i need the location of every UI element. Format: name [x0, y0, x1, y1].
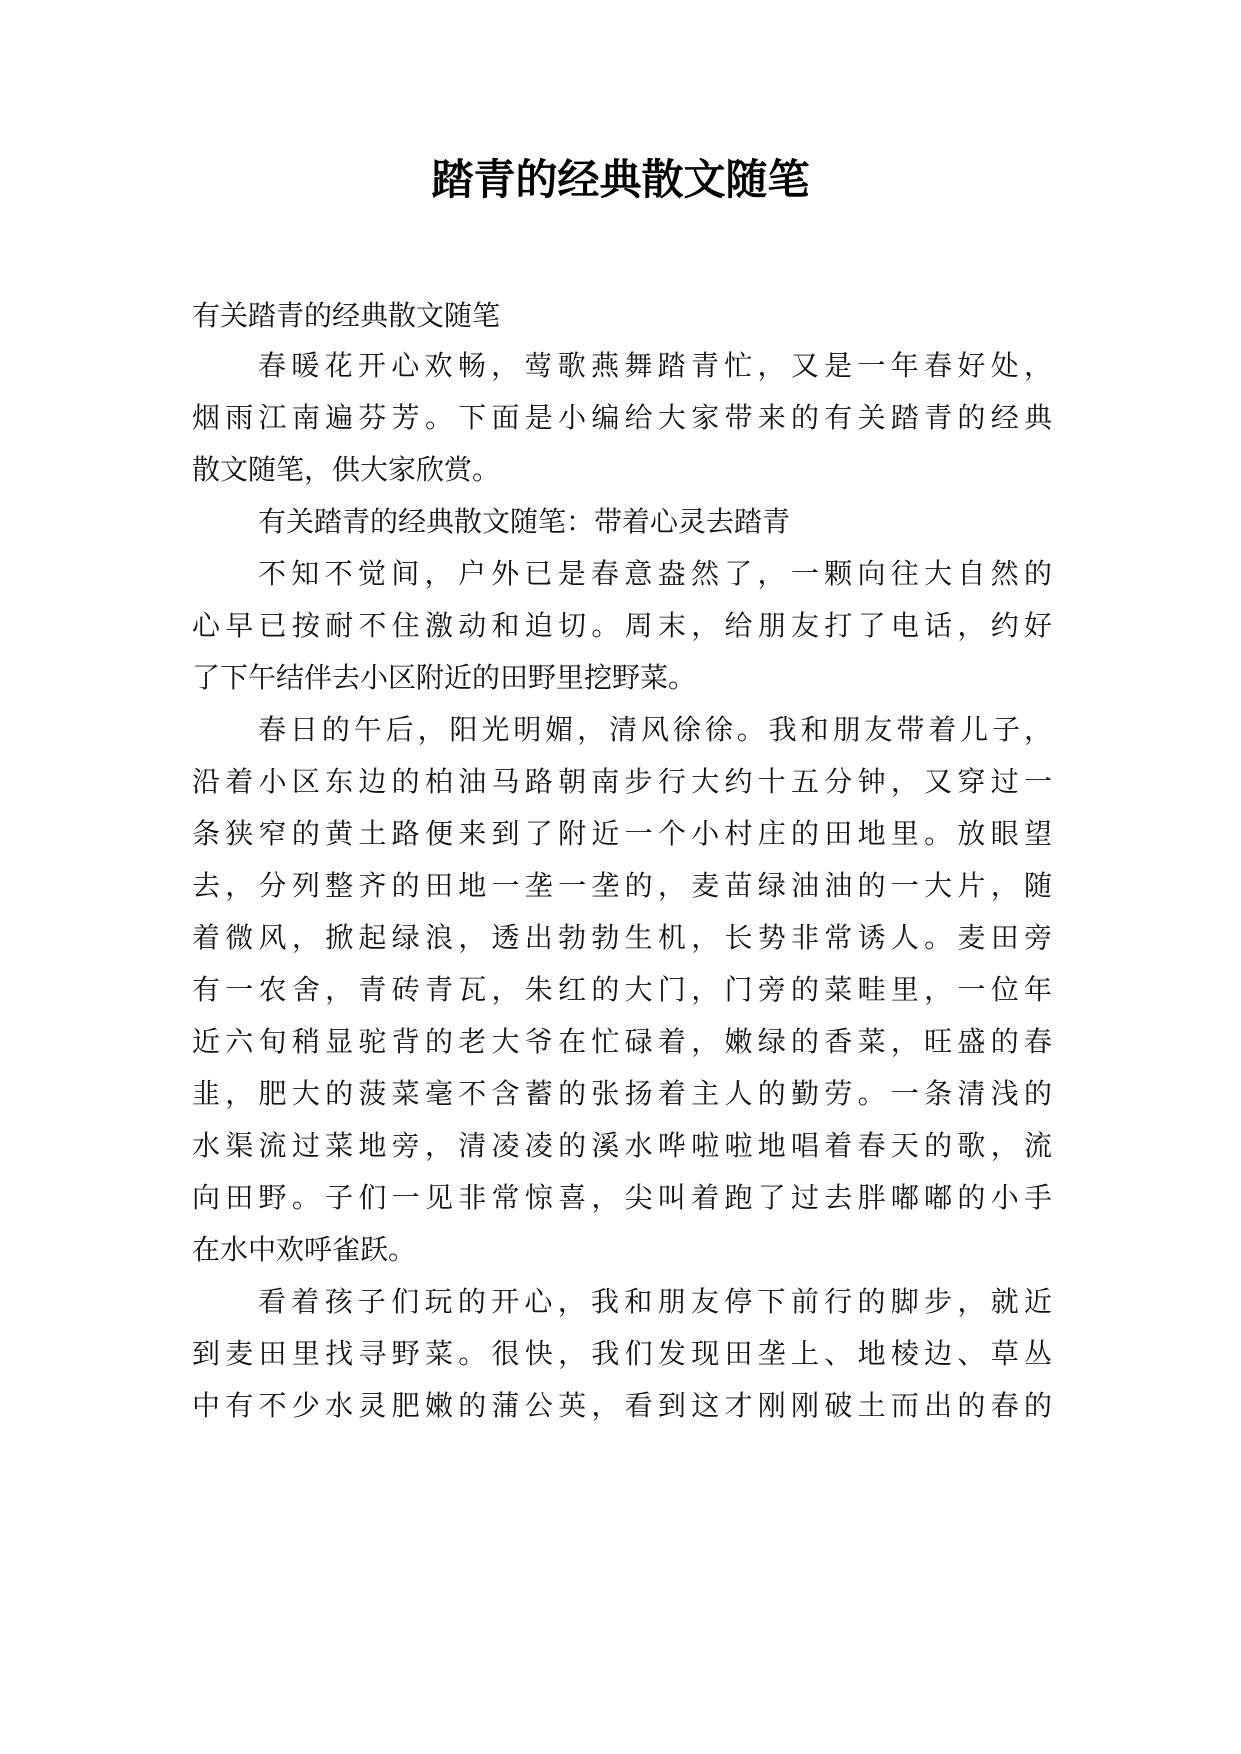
paragraph-line: 沿着小区东边的柏油马路朝南步行大约十五分钟，又穿过一 [192, 765, 1052, 798]
paragraph-line: 中有不少水灵肥嫩的蒲公英，看到这才刚刚破土而出的春的 [192, 1389, 1052, 1422]
paragraph-line: 不知不觉间，户外已是春意盎然了，一颗向往大自然的 [258, 557, 1052, 590]
paragraph-line: 水渠流过菜地旁，清凌凌的溪水哗啦啦地唱着春天的歌，流 [192, 1129, 1052, 1162]
paragraph-line: 了下午结伴去小区附近的田野里挖野菜。 [192, 661, 697, 694]
section-heading: 有关踏青的经典散文随笔：带着心灵去踏青 [258, 505, 791, 538]
paragraph-line: 近六旬稍显驼背的老大爷在忙碌着，嫩绿的香菜，旺盛的春 [192, 1025, 1052, 1058]
paragraph-line: 向田野。子们一见非常惊喜，尖叫着跑了过去胖嘟嘟的小手 [192, 1181, 1052, 1214]
document-title: 踏青的经典散文随笔 [431, 155, 810, 204]
paragraph-line: 韭，肥大的菠菜毫不含蓄的张扬着主人的勤劳。一条清浅的 [192, 1077, 1052, 1110]
paragraph-line: 去，分列整齐的田地一垄一垄的，麦苗绿油油的一大片，随 [192, 869, 1052, 902]
paragraph-line: 春日的午后，阳光明媚，清风徐徐。我和朋友带着儿子， [258, 713, 1052, 746]
paragraph-line: 条狭窄的黄土路便来到了附近一个小村庄的田地里。放眼望 [192, 817, 1052, 850]
paragraph-line: 看着孩子们玩的开心，我和朋友停下前行的脚步，就近 [258, 1285, 1052, 1318]
paragraph-line: 春暖花开心欢畅，莺歌燕舞踏青忙，又是一年春好处， [258, 349, 1052, 382]
paragraph-line: 到麦田里找寻野菜。很快，我们发现田垄上、地棱边、草丛 [192, 1337, 1052, 1370]
paragraph-line: 有一农舍，青砖青瓦，朱红的大门，门旁的菜畦里，一位年 [192, 973, 1052, 1006]
paragraph-line: 心早已按耐不住激动和迫切。周末，给朋友打了电话，约好 [192, 609, 1052, 642]
paragraph-line: 着微风，掀起绿浪，透出勃勃生机，长势非常诱人。麦田旁 [192, 921, 1052, 954]
paragraph-line: 烟雨江南遍芬芳。下面是小编给大家带来的有关踏青的经典 [192, 401, 1052, 434]
paragraph-line: 在水中欢呼雀跃。 [192, 1233, 417, 1266]
document-subtitle: 有关踏青的经典散文随笔 [192, 299, 501, 332]
paragraph-line: 散文随笔，供大家欣赏。 [192, 453, 501, 486]
